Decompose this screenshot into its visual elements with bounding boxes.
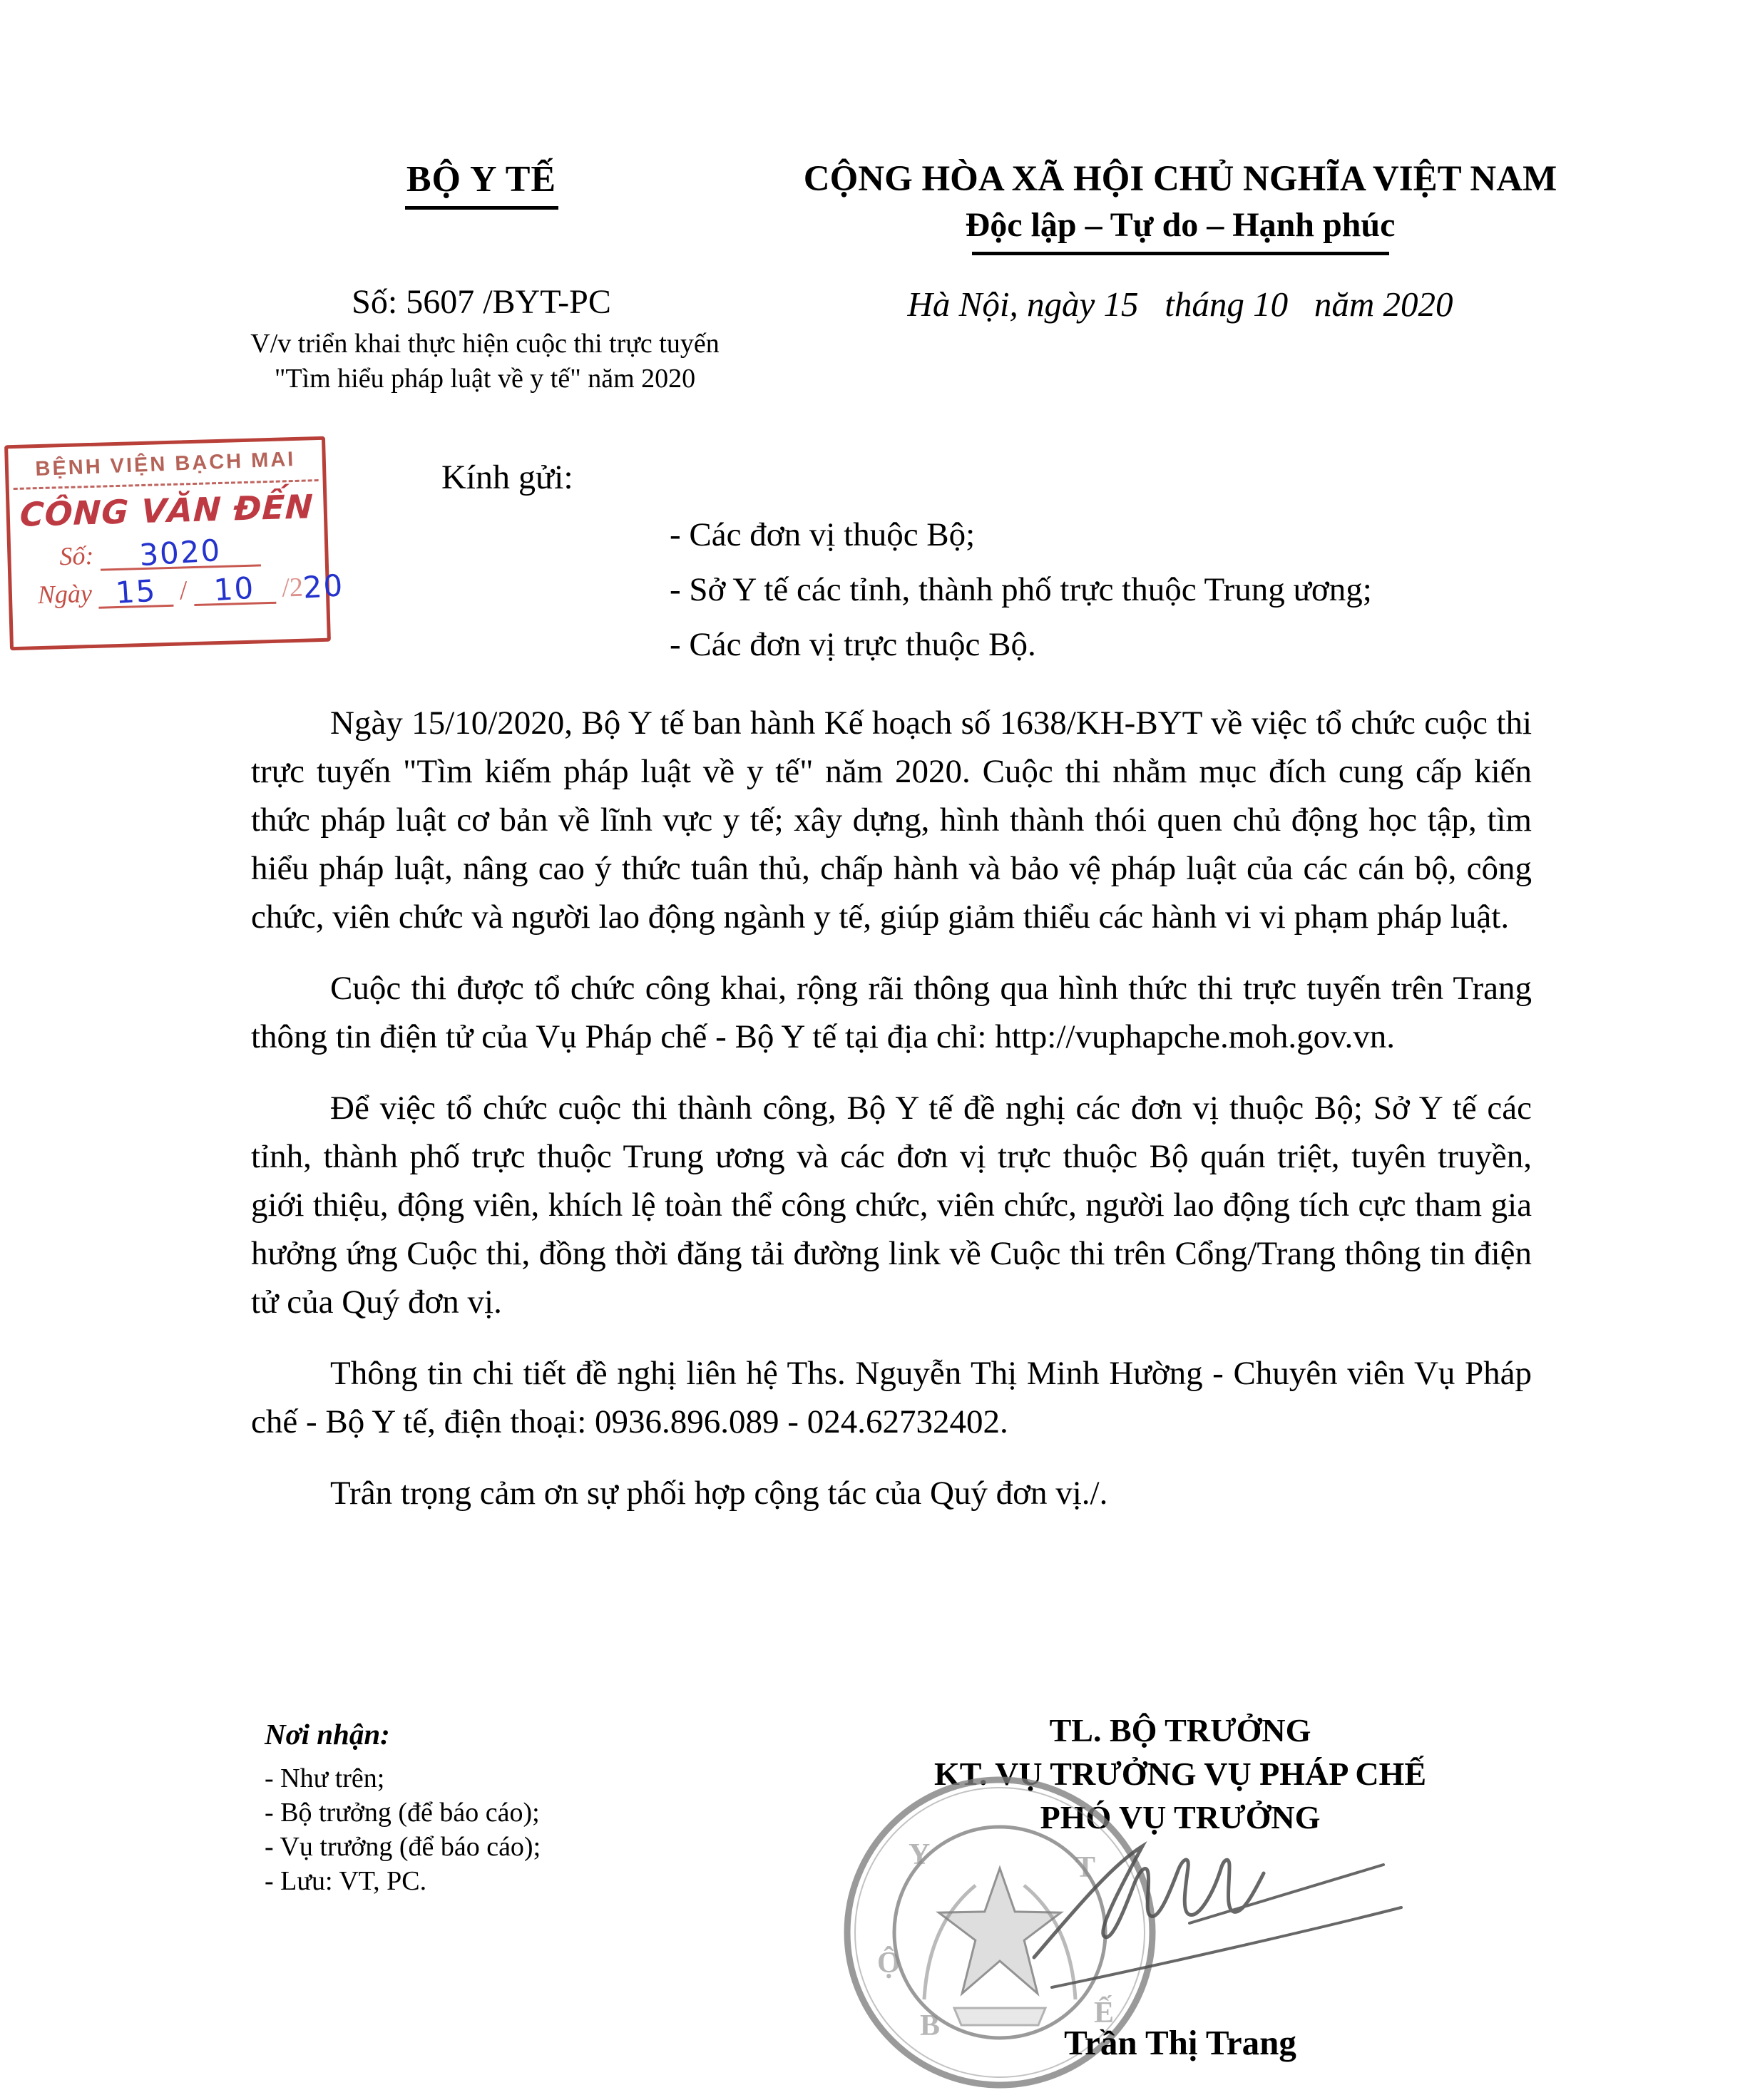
seal-ring-letter: Y	[909, 1838, 931, 1871]
body-paragraph: Ngày 15/10/2020, Bộ Y tế ban hành Kế hoạch số 1638/KH-BYT về việc tổ chức cuộc thi trực tuyến "Tìm kiếm pháp luật về y tế" năm 2020. Cuộc thi nhằm mục đích cung cấp kiến thức pháp luật cơ bản về lĩnh vực y tế; xây dựng, hình thành thói quen chủ động học tập, tìm hiểu pháp luật, nâng cao ý thức tuân thủ, chấp hành và bảo vệ pháp luật của các cán bộ, công chức, viên chức và người lao động ngành y tế, giúp giảm thiểu các hành vi vi phạm pháp luật.	[251, 705, 1532, 936]
distribution-label: Nơi nhận:	[265, 1718, 390, 1751]
recipient-item: - Các đơn vị trực thuộc Bộ.	[670, 626, 1036, 663]
subject-line1: V/v triển khai thực hiện cuộc thi trực tuyến	[250, 329, 720, 359]
body-paragraph: Trân trọng cảm ơn sự phối hợp cộng tác của Quý đơn vị./.	[330, 1475, 1108, 1512]
stamp-number-row	[11, 533, 325, 573]
issuing-org-name: BỘ Y TẾ	[406, 159, 557, 200]
stamp-slash1: /	[179, 575, 188, 606]
national-motto: Độc lập – Tự do – Hạnh phúc	[965, 206, 1396, 244]
stamp-number-value: 3020	[138, 532, 222, 573]
stamp-number-blank	[100, 532, 261, 573]
national-title: CỘNG HÒA XÃ HỘI CHỦ NGHĨA VIỆT NAM	[803, 159, 1557, 199]
stamp-date-row	[11, 568, 345, 611]
stamp-hospital-name: BỆNH VIỆN BẠCH MAI	[34, 448, 296, 481]
recipient-item: - Các đơn vị thuộc Bộ;	[670, 516, 976, 553]
document-number-line	[200, 282, 763, 322]
signer-name: Trần Thị Trang	[1064, 2023, 1296, 2062]
doc-number-label: Số:	[352, 283, 398, 321]
signer-title-line: PHÓ VỤ TRƯỞNG	[1040, 1799, 1321, 1835]
recipient-list	[670, 508, 1372, 672]
place-date-line: Hà Nội, ngày 15 tháng 10 năm 2020	[907, 285, 1453, 324]
distribution-item: - Lưu: VT, PC.	[265, 1866, 427, 1896]
seal-ring-letter: B	[920, 2009, 941, 2042]
seal-ring-letter: Ế	[1094, 1997, 1115, 2029]
recipient-item: - Sở Y tế các tỉnh, thành phố trực thuộc Trung ương;	[670, 571, 1372, 608]
incoming-mail-stamp	[4, 436, 345, 650]
salutation: Kính gửi:	[441, 459, 573, 496]
stamp-month-blank	[193, 572, 276, 606]
stamp-year-value: 20	[302, 568, 345, 605]
signature-stroke	[1013, 1822, 1412, 2000]
distribution-block	[265, 1717, 541, 1898]
signer-title-line: KT. VỤ TRƯỞNG VỤ PHÁP CHẾ	[933, 1756, 1427, 1792]
seal-ring-letter: Ộ	[877, 1947, 901, 1979]
stamp-day-blank	[98, 575, 173, 609]
subject-line2: "Tìm hiểu pháp luật về y tế" năm 2020	[274, 363, 696, 394]
subject-block	[164, 327, 806, 396]
body-paragraph: Cuộc thi được tổ chức công khai, rộng rãi thông qua hình thức thi trực tuyến trên Trang thông tin điện tử của Vụ Pháp chế - Bộ Y tế tại địa chỉ: http://vuphapche.moh.gov.vn.	[251, 970, 1532, 1055]
stamp-day-value: 15	[114, 573, 158, 611]
letter-body	[251, 699, 1532, 1540]
org-underline	[405, 206, 558, 210]
stamp-number-label: Số:	[58, 541, 94, 571]
distribution-item: - Vụ trưởng (để báo cáo);	[265, 1832, 541, 1862]
stamp-date-label: Ngày	[37, 578, 93, 610]
doc-number-value: 5607	[406, 283, 475, 321]
stamp-slash2: /2	[281, 572, 304, 603]
distribution-item: - Bộ trưởng (để báo cáo);	[265, 1798, 540, 1828]
body-paragraph: Thông tin chi tiết đề nghị liên hệ Ths. Nguyễn Thị Minh Hường - Chuyên viên Vụ Pháp chế - Bộ Y tế, điện thoại: 0936.896.089 - 024.62732402.	[251, 1355, 1532, 1440]
seal-ring-letter: T	[1075, 1851, 1096, 1884]
stamp-title: CÔNG VĂN ĐẾN	[19, 487, 314, 534]
issuing-org-block	[200, 158, 763, 210]
stamp-month-value: 10	[213, 570, 257, 608]
distribution-item: - Như trên;	[265, 1763, 385, 1793]
motto-underline	[972, 252, 1389, 255]
body-paragraph: Để việc tổ chức cuộc thi thành công, Bộ Y tế đề nghị các đơn vị thuộc Bộ; Sở Y tế các tỉnh, thành phố trực thuộc Trung ương và các đơn vị trực thuộc Bộ quán triệt, tuyên truyền, giới thiệu, động viên, khích lệ toàn thể công chức, viên chức, người lao động tích cực tham gia hưởng ứng Cuộc thi, đồng thời đăng tải đường link về Cuộc thi trên Cổng/Trang thông tin điện tử của Quý đơn vị.	[251, 1090, 1532, 1321]
doc-number-suffix: /BYT-PC	[483, 283, 611, 321]
national-header-block	[774, 158, 1587, 255]
signer-title-line: TL. BỘ TRƯỞNG	[1049, 1712, 1311, 1748]
